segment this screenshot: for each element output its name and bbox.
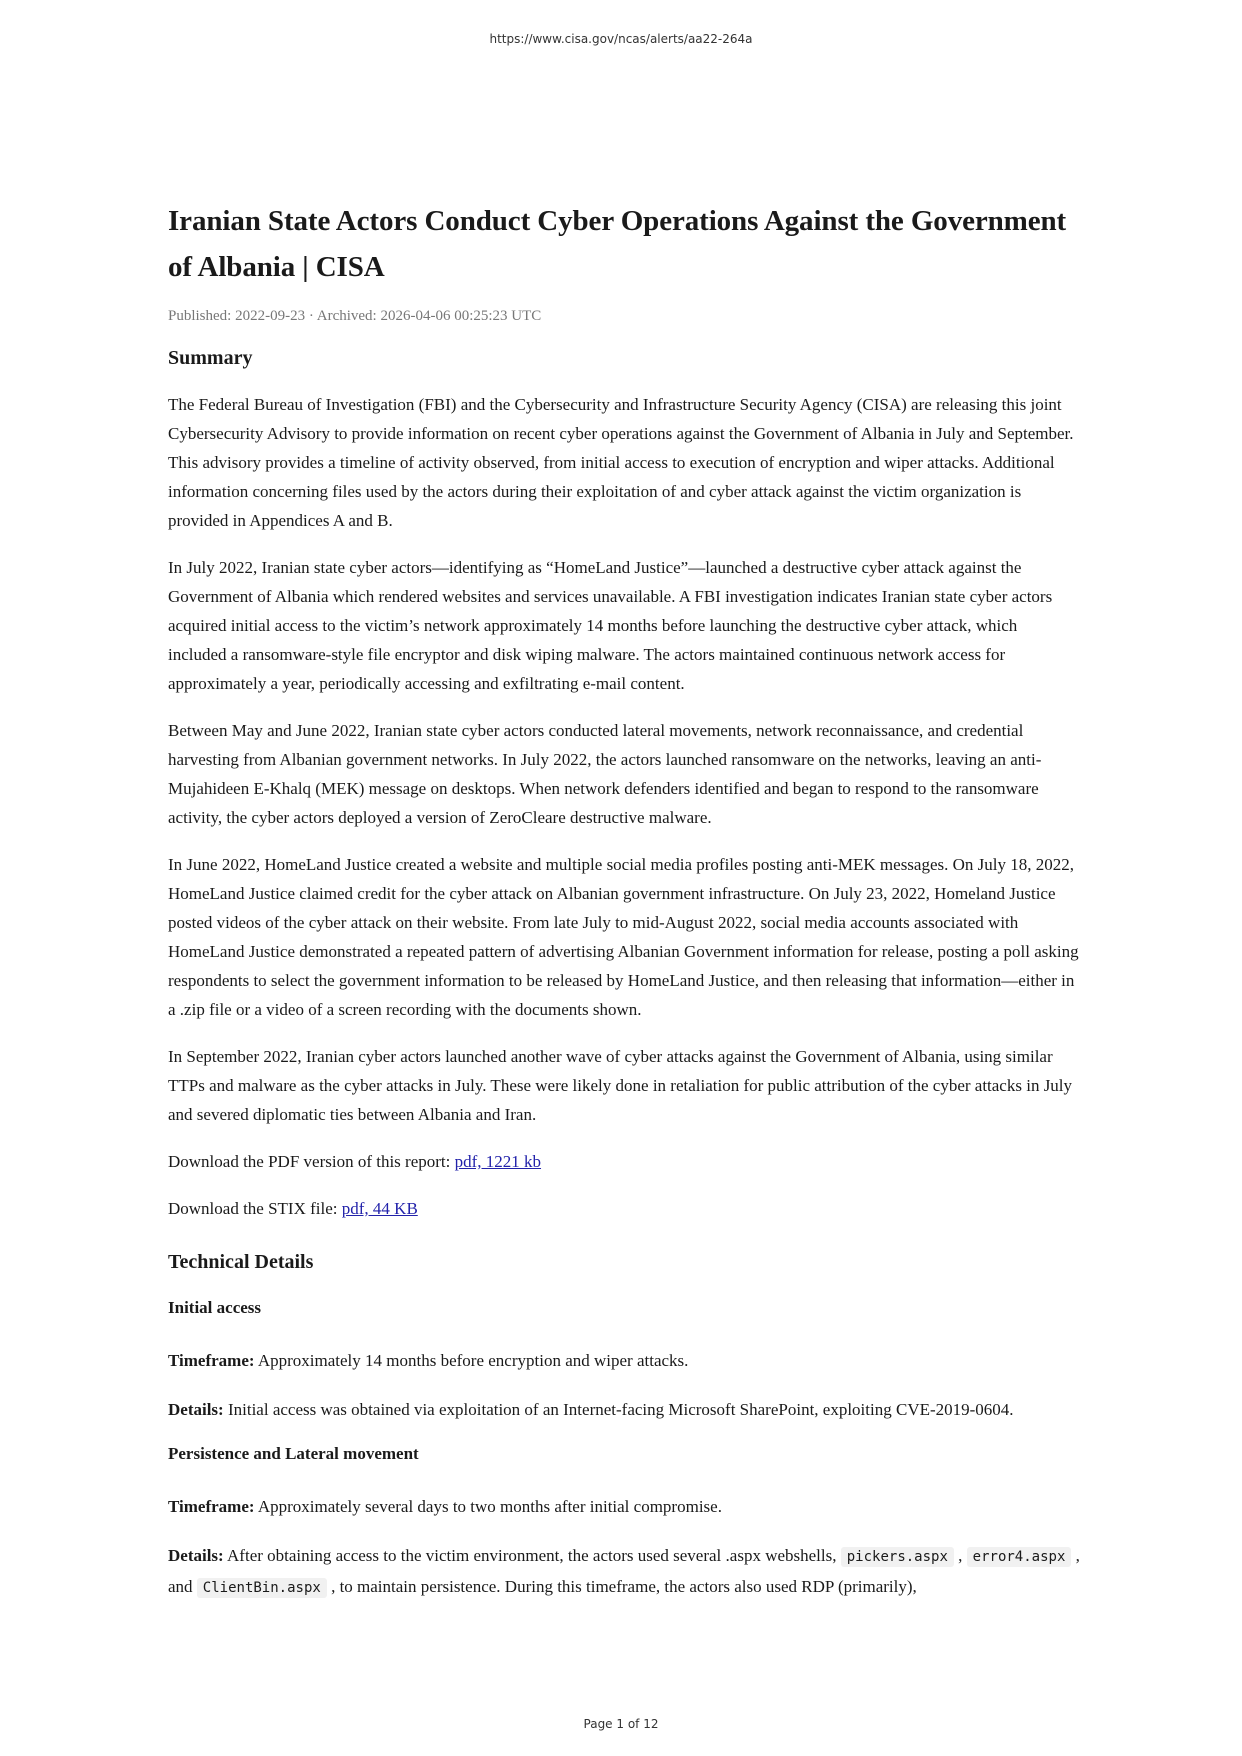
persistence-timeframe (168, 1492, 1080, 1521)
article (168, 198, 1080, 1623)
details-label: Details: (168, 1546, 224, 1565)
download-pdf-line (168, 1147, 1080, 1176)
page-number: Page 1 of 12 (583, 1717, 659, 1731)
code-error4-aspx: error4.aspx (967, 1547, 1072, 1567)
download-pdf-text: Download the PDF version of this report: (168, 1152, 455, 1171)
persistence-details (168, 1541, 1080, 1603)
initial-access-timeframe (168, 1346, 1080, 1375)
details-text: Initial access was obtained via exploitation of an Internet-facing Microsoft SharePoint, exploiting CVE-2019-0604. (223, 1400, 1014, 1419)
details-text: , to maintain persistence. During this timeframe, the actors also used RDP (primarily), (326, 1577, 917, 1596)
persistence-heading: Persistence and Lateral movement (168, 1444, 419, 1463)
initial-access-heading: Initial access (168, 1298, 262, 1317)
details-text: , and (168, 1546, 1080, 1596)
download-stix-line (168, 1194, 1080, 1223)
summary-paragraph-2: In July 2022, Iranian state cyber actors—identifying as “HomeLand Justice”—launched a destructive cyber attack against the Government of Albania which rendered websites and services unavailable. A FBI investigation indicates Iranian state cyber actors acquired initial access to the victim’s network approximately 14 months before launching the destructive cyber attack, which included a ransomware-style file encryptor and disk wiping malware. The actors maintained continuous network access for approximately a year, periodically accessing and exfiltrating e-mail content. (168, 558, 1053, 693)
technical-details-heading: Technical Details (168, 1251, 314, 1273)
summary-heading: Summary (168, 347, 253, 369)
details-text: After obtaining access to the victim environment, the actors used several .aspx webshells, (223, 1546, 841, 1565)
summary-paragraph-3: Between May and June 2022, Iranian state cyber actors conducted lateral movements, network reconnaissance, and credential harvesting from Albanian government networks. In July 2022, the actors launched ransomware on the networks, leaving an anti-Mujahideen E-Khalq (MEK) message on desktops. When network defenders identified and began to respond to the ransomware activity, the cyber actors deployed a version of ZeroCleare destructive malware. (168, 721, 1042, 827)
timeframe-text: Approximately several days to two months after initial compromise. (254, 1497, 722, 1516)
timeframe-label: Timeframe: (168, 1497, 255, 1516)
timeframe-text: Approximately 14 months before encryption and wiper attacks. (254, 1351, 689, 1370)
timeframe-label: Timeframe: (168, 1351, 255, 1370)
details-text: , (953, 1546, 967, 1565)
summary-paragraph-4: In June 2022, HomeLand Justice created a website and multiple social media profiles posting anti-MEK messages. On July 18, 2022, HomeLand Justice claimed credit for the cyber attack on Albanian government infrastructure. On July 23, 2022, Homeland Justice posted videos of the cyber attack on their website. From late July to mid-August 2022, social media accounts associated with HomeLand Justice demonstrated a repeated pattern of advertising Albanian Government information for release, posting a poll asking respondents to select the government information to be released by HomeLand Justice, and then releasing that information—either in a .zip file or a video of a screen recording with the documents shown. (168, 855, 1079, 1019)
page-title: Iranian State Actors Conduct Cyber Operations Against the Government of Albania | CISA (168, 205, 1067, 283)
code-pickers-aspx: pickers.aspx (841, 1547, 954, 1567)
download-stix-link[interactable]: pdf, 44 KB (341, 1199, 418, 1218)
details-label: Details: (168, 1400, 224, 1419)
initial-access-details (168, 1395, 1080, 1424)
download-stix-text: Download the STIX file: (168, 1199, 342, 1218)
summary-paragraph-5: In September 2022, Iranian cyber actors launched another wave of cyber attacks against the Government of Albania, using similar TTPs and malware as the cyber attacks in July. These were likely done in retaliation for public attribution of the cyber attacks in July and severed diplomatic ties between Albania and Iran. (168, 1047, 1073, 1124)
download-pdf-link[interactable]: pdf, 1221 kb (454, 1152, 542, 1171)
page-url: https://www.cisa.gov/ncas/alerts/aa22-264a (489, 32, 753, 46)
summary-paragraph-1: The Federal Bureau of Investigation (FBI) and the Cybersecurity and Infrastructure Security Agency (CISA) are releasing this joint Cybersecurity Advisory to provide information on recent cyber operations against the Government of Albania in July and September. This advisory provides a timeline of activity observed, from initial access to execution of encryption and wiper attacks. Additional information concerning files used by the actors during their exploitation of and cyber attack against the victim organization is provided in Appendices A and B. (168, 395, 1074, 530)
code-clientbin-aspx: ClientBin.aspx (197, 1578, 327, 1598)
publish-meta: Published: 2022-09-23 · Archived: 2026-04-06 00:25:23 UTC (168, 308, 542, 324)
